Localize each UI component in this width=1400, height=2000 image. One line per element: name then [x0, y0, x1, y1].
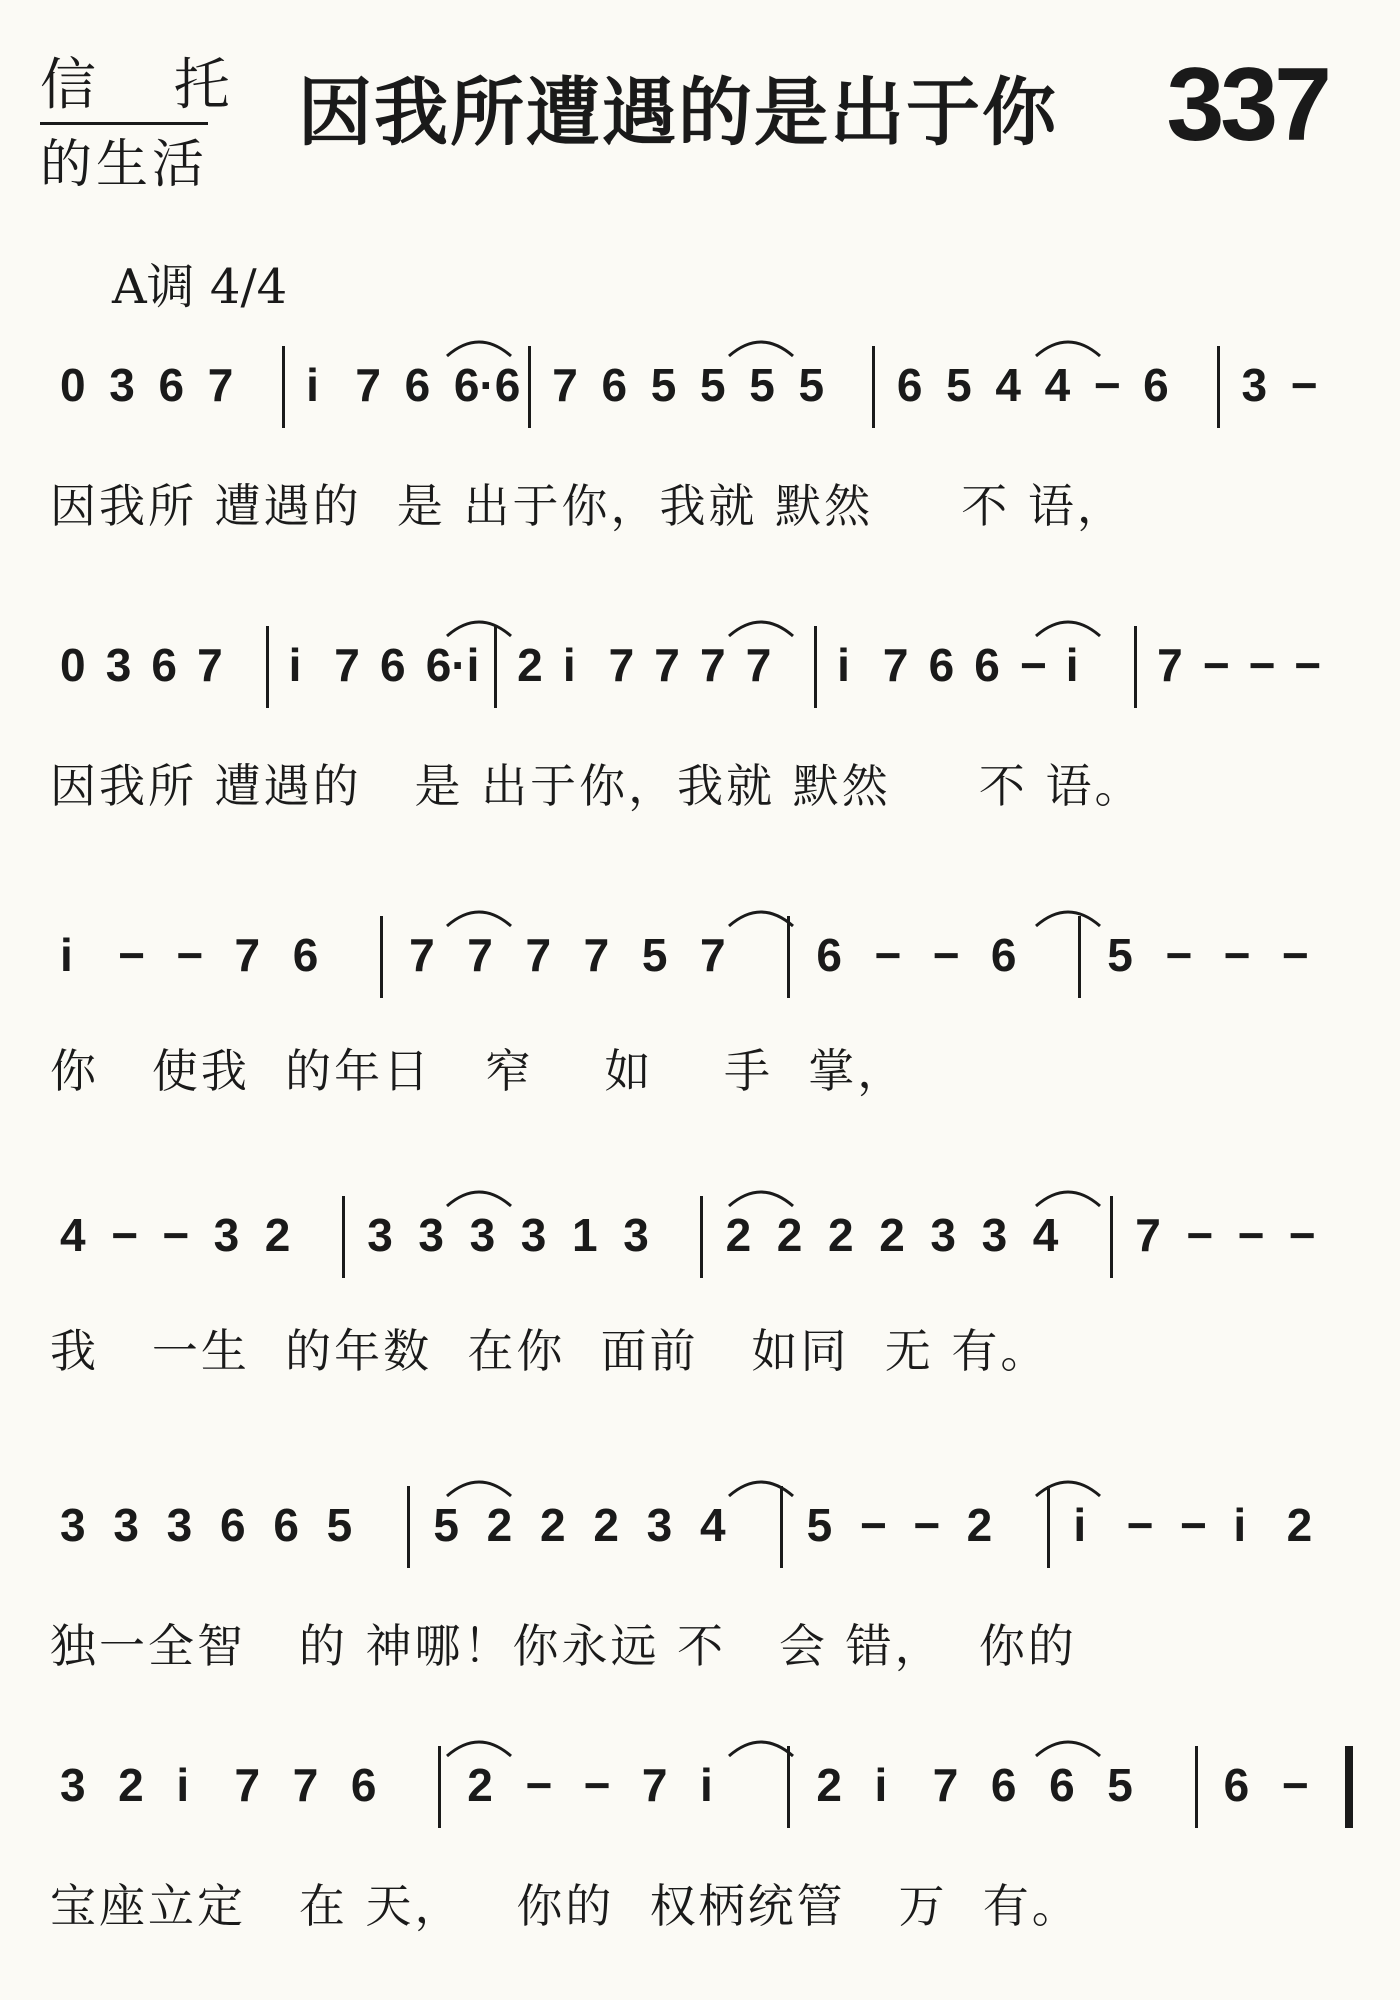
- slur-mark: [1033, 1734, 1103, 1758]
- note: 7: [583, 929, 610, 981]
- key-signature: A调 4/4: [112, 259, 288, 315]
- note: 0: [60, 359, 86, 411]
- barline: [1195, 1746, 1198, 1828]
- note: 0: [60, 639, 86, 691]
- note: 5: [433, 1499, 459, 1551]
- lyric-line: 宝座立定 在 天， 你的 权柄统管 万 有。: [50, 1879, 1081, 1933]
- note: i: [700, 1759, 713, 1811]
- note: 6: [974, 639, 1000, 691]
- slur-mark: [1033, 1474, 1103, 1498]
- note: 5: [1107, 1759, 1133, 1811]
- slur-mark: [444, 1474, 514, 1498]
- note: 7: [234, 1759, 261, 1811]
- note: 5: [641, 929, 668, 981]
- note: 7: [525, 929, 552, 981]
- note: i: [837, 639, 850, 691]
- note: −: [162, 1209, 190, 1261]
- slur-mark: [726, 334, 796, 358]
- note: 7: [197, 639, 223, 691]
- lyric-line: 我 一生 的年数 在你 面前 如同 无 有。: [50, 1324, 1050, 1378]
- note: 3: [623, 1209, 649, 1261]
- note: 7: [467, 929, 493, 981]
- slur-mark: [444, 1184, 514, 1208]
- note: 7: [654, 639, 680, 691]
- note: 7: [1135, 1209, 1161, 1261]
- note: 5: [1107, 929, 1133, 981]
- note: 7: [234, 929, 261, 981]
- note: 7: [552, 359, 578, 411]
- barline: [494, 626, 497, 708]
- note: 5: [806, 1499, 833, 1551]
- score-system: [0, 1500, 1400, 1700]
- note: 6: [896, 359, 923, 411]
- note: 2: [486, 1499, 513, 1551]
- note: 5: [798, 359, 825, 411]
- barline: [787, 1746, 790, 1828]
- note: 3: [109, 359, 135, 411]
- note: −: [1165, 929, 1193, 981]
- note: 6·i: [425, 639, 480, 691]
- slur-mark: [444, 614, 514, 638]
- note: 6: [990, 1759, 1017, 1811]
- note: 3: [418, 1209, 444, 1261]
- barline: [814, 626, 817, 708]
- note: −: [1223, 929, 1251, 981]
- barline: [438, 1746, 441, 1828]
- note: −: [583, 1759, 611, 1811]
- barline: [872, 346, 875, 428]
- note: 7: [292, 1759, 319, 1811]
- slur-mark: [726, 1474, 796, 1498]
- slur-mark: [444, 334, 514, 358]
- score-system: [0, 360, 1400, 560]
- note: −: [1288, 1209, 1316, 1261]
- note: 7: [1157, 639, 1183, 691]
- note: 7: [932, 1759, 959, 1811]
- lyric-line: 因我所 遭遇的 是 出于你，我就 默然 不 语。: [50, 759, 1144, 813]
- note: −: [118, 929, 146, 981]
- note: 2: [467, 1759, 493, 1811]
- barline: [342, 1196, 345, 1278]
- note: 2: [879, 1209, 905, 1261]
- final-barline: [1345, 1746, 1353, 1828]
- note: 3: [520, 1209, 547, 1261]
- slur-mark: [726, 1734, 796, 1758]
- note: 6: [151, 639, 178, 691]
- note: 4: [700, 1499, 726, 1551]
- note: 3: [60, 1499, 86, 1551]
- score-system: [0, 640, 1400, 840]
- note: 7: [882, 639, 909, 691]
- note: 2: [593, 1499, 619, 1551]
- note: −: [1294, 639, 1322, 691]
- barline: [787, 916, 790, 998]
- slur-mark: [1033, 334, 1103, 358]
- note: −: [1248, 639, 1276, 691]
- note: −: [874, 929, 902, 981]
- slur-mark: [1033, 614, 1103, 638]
- barline: [1110, 1196, 1113, 1278]
- barline: [1217, 346, 1220, 428]
- note: 3: [105, 639, 132, 691]
- note: −: [913, 1499, 941, 1551]
- note: 3: [213, 1209, 240, 1261]
- slur-mark: [444, 1734, 514, 1758]
- note: 6: [1143, 359, 1169, 411]
- note: 2: [776, 1209, 803, 1261]
- note: 6: [273, 1499, 299, 1551]
- note: 6: [816, 929, 842, 981]
- note: 6: [380, 639, 406, 691]
- note: 5: [749, 359, 775, 411]
- note: 2: [540, 1499, 566, 1551]
- note: 4: [1032, 1209, 1059, 1261]
- note: 6: [220, 1499, 246, 1551]
- note: i: [1065, 639, 1079, 691]
- note: −: [1180, 1499, 1207, 1551]
- barline: [1078, 916, 1081, 998]
- slur-mark: [726, 614, 796, 638]
- note: 5: [946, 359, 972, 411]
- note: i: [874, 1759, 888, 1811]
- barline: [282, 346, 285, 428]
- note: i: [306, 359, 319, 411]
- note: −: [860, 1499, 887, 1551]
- note: −: [176, 929, 204, 981]
- note: 3: [469, 1209, 496, 1261]
- slur-mark: [1033, 904, 1103, 928]
- note: 3: [646, 1499, 673, 1551]
- note: 2: [725, 1209, 752, 1261]
- note: 5: [700, 359, 726, 411]
- category-top: 信 托: [40, 50, 208, 125]
- note: i: [1073, 1499, 1087, 1551]
- note: 4: [995, 359, 1021, 411]
- barline: [380, 916, 383, 998]
- note: 2: [828, 1209, 854, 1261]
- barline: [1134, 626, 1137, 708]
- note: 3: [60, 1759, 86, 1811]
- note: i: [288, 639, 302, 691]
- note: 2: [1286, 1499, 1313, 1551]
- note: 3: [113, 1499, 139, 1551]
- slur-mark: [1033, 1184, 1103, 1208]
- note: 7: [355, 359, 381, 411]
- note: −: [525, 1759, 553, 1811]
- note: 6: [1049, 1759, 1075, 1811]
- note: 2: [966, 1499, 993, 1551]
- note: −: [1237, 1209, 1265, 1261]
- note: 2: [517, 639, 543, 691]
- category-label: [40, 50, 260, 203]
- note: 7: [700, 639, 726, 691]
- note: −: [1186, 1209, 1214, 1261]
- note: 4: [1044, 359, 1071, 411]
- note: 7: [700, 929, 726, 981]
- lyric-line: 因我所 遭遇的 是 出于你，我就 默然 不 语，: [50, 479, 1126, 533]
- note: 7: [409, 929, 435, 981]
- barline: [780, 1486, 783, 1568]
- hymn-title: 因我所遭遇的是出于你: [298, 70, 1058, 156]
- note: 6: [990, 929, 1017, 981]
- note: 6: [601, 359, 628, 411]
- note: −: [1093, 359, 1121, 411]
- note: 7: [745, 639, 772, 691]
- lyric-line: 独一全智 的 神哪！你永远 不 会 错， 你的: [50, 1619, 1077, 1673]
- note: 6: [404, 359, 431, 411]
- slur-mark: [444, 904, 514, 928]
- barline: [266, 626, 269, 708]
- barline: [528, 346, 531, 428]
- note: 4: [60, 1209, 86, 1261]
- note: 5: [650, 359, 677, 411]
- slur-mark: [726, 1184, 796, 1208]
- note: 7: [207, 359, 234, 411]
- barline: [1047, 1486, 1050, 1568]
- note: 3: [1241, 359, 1268, 411]
- score-system: [0, 930, 1400, 1130]
- note: 6: [928, 639, 955, 691]
- score-system: [0, 1760, 1400, 1960]
- note: 7: [641, 1759, 668, 1811]
- barline: [407, 1486, 410, 1568]
- note: i: [176, 1759, 190, 1811]
- note: 5: [326, 1499, 353, 1551]
- lyric-line: 你 使我 的年日 窄 如 手 掌，: [50, 1044, 907, 1098]
- note: 7: [608, 639, 635, 691]
- score-system: [0, 1210, 1400, 1410]
- note: 6: [158, 359, 185, 411]
- note: 2: [264, 1209, 291, 1261]
- category-bottom: 的生活: [40, 135, 209, 195]
- note: 1: [572, 1209, 598, 1261]
- note: i: [60, 929, 73, 981]
- note: −: [111, 1209, 139, 1261]
- note: 3: [367, 1209, 393, 1261]
- note: −: [932, 929, 960, 981]
- note: 6: [1223, 1759, 1250, 1811]
- note: 6·6: [453, 359, 521, 411]
- note: −: [1281, 929, 1309, 981]
- note: 6: [292, 929, 319, 981]
- note: −: [1202, 639, 1230, 691]
- slur-mark: [726, 904, 796, 928]
- note: −: [1020, 639, 1047, 691]
- note: −: [1281, 1759, 1309, 1811]
- barline: [700, 1196, 703, 1278]
- note: 6: [350, 1759, 377, 1811]
- note: 3: [166, 1499, 193, 1551]
- hymn-number: 337: [1166, 47, 1328, 163]
- note: −: [1290, 359, 1318, 411]
- note: i: [1233, 1499, 1247, 1551]
- note: 3: [981, 1209, 1008, 1261]
- note: 2: [816, 1759, 842, 1811]
- note: −: [1126, 1499, 1154, 1551]
- note: 7: [334, 639, 360, 691]
- note: 3: [930, 1209, 956, 1261]
- note: i: [562, 639, 576, 691]
- note: 2: [118, 1759, 144, 1811]
